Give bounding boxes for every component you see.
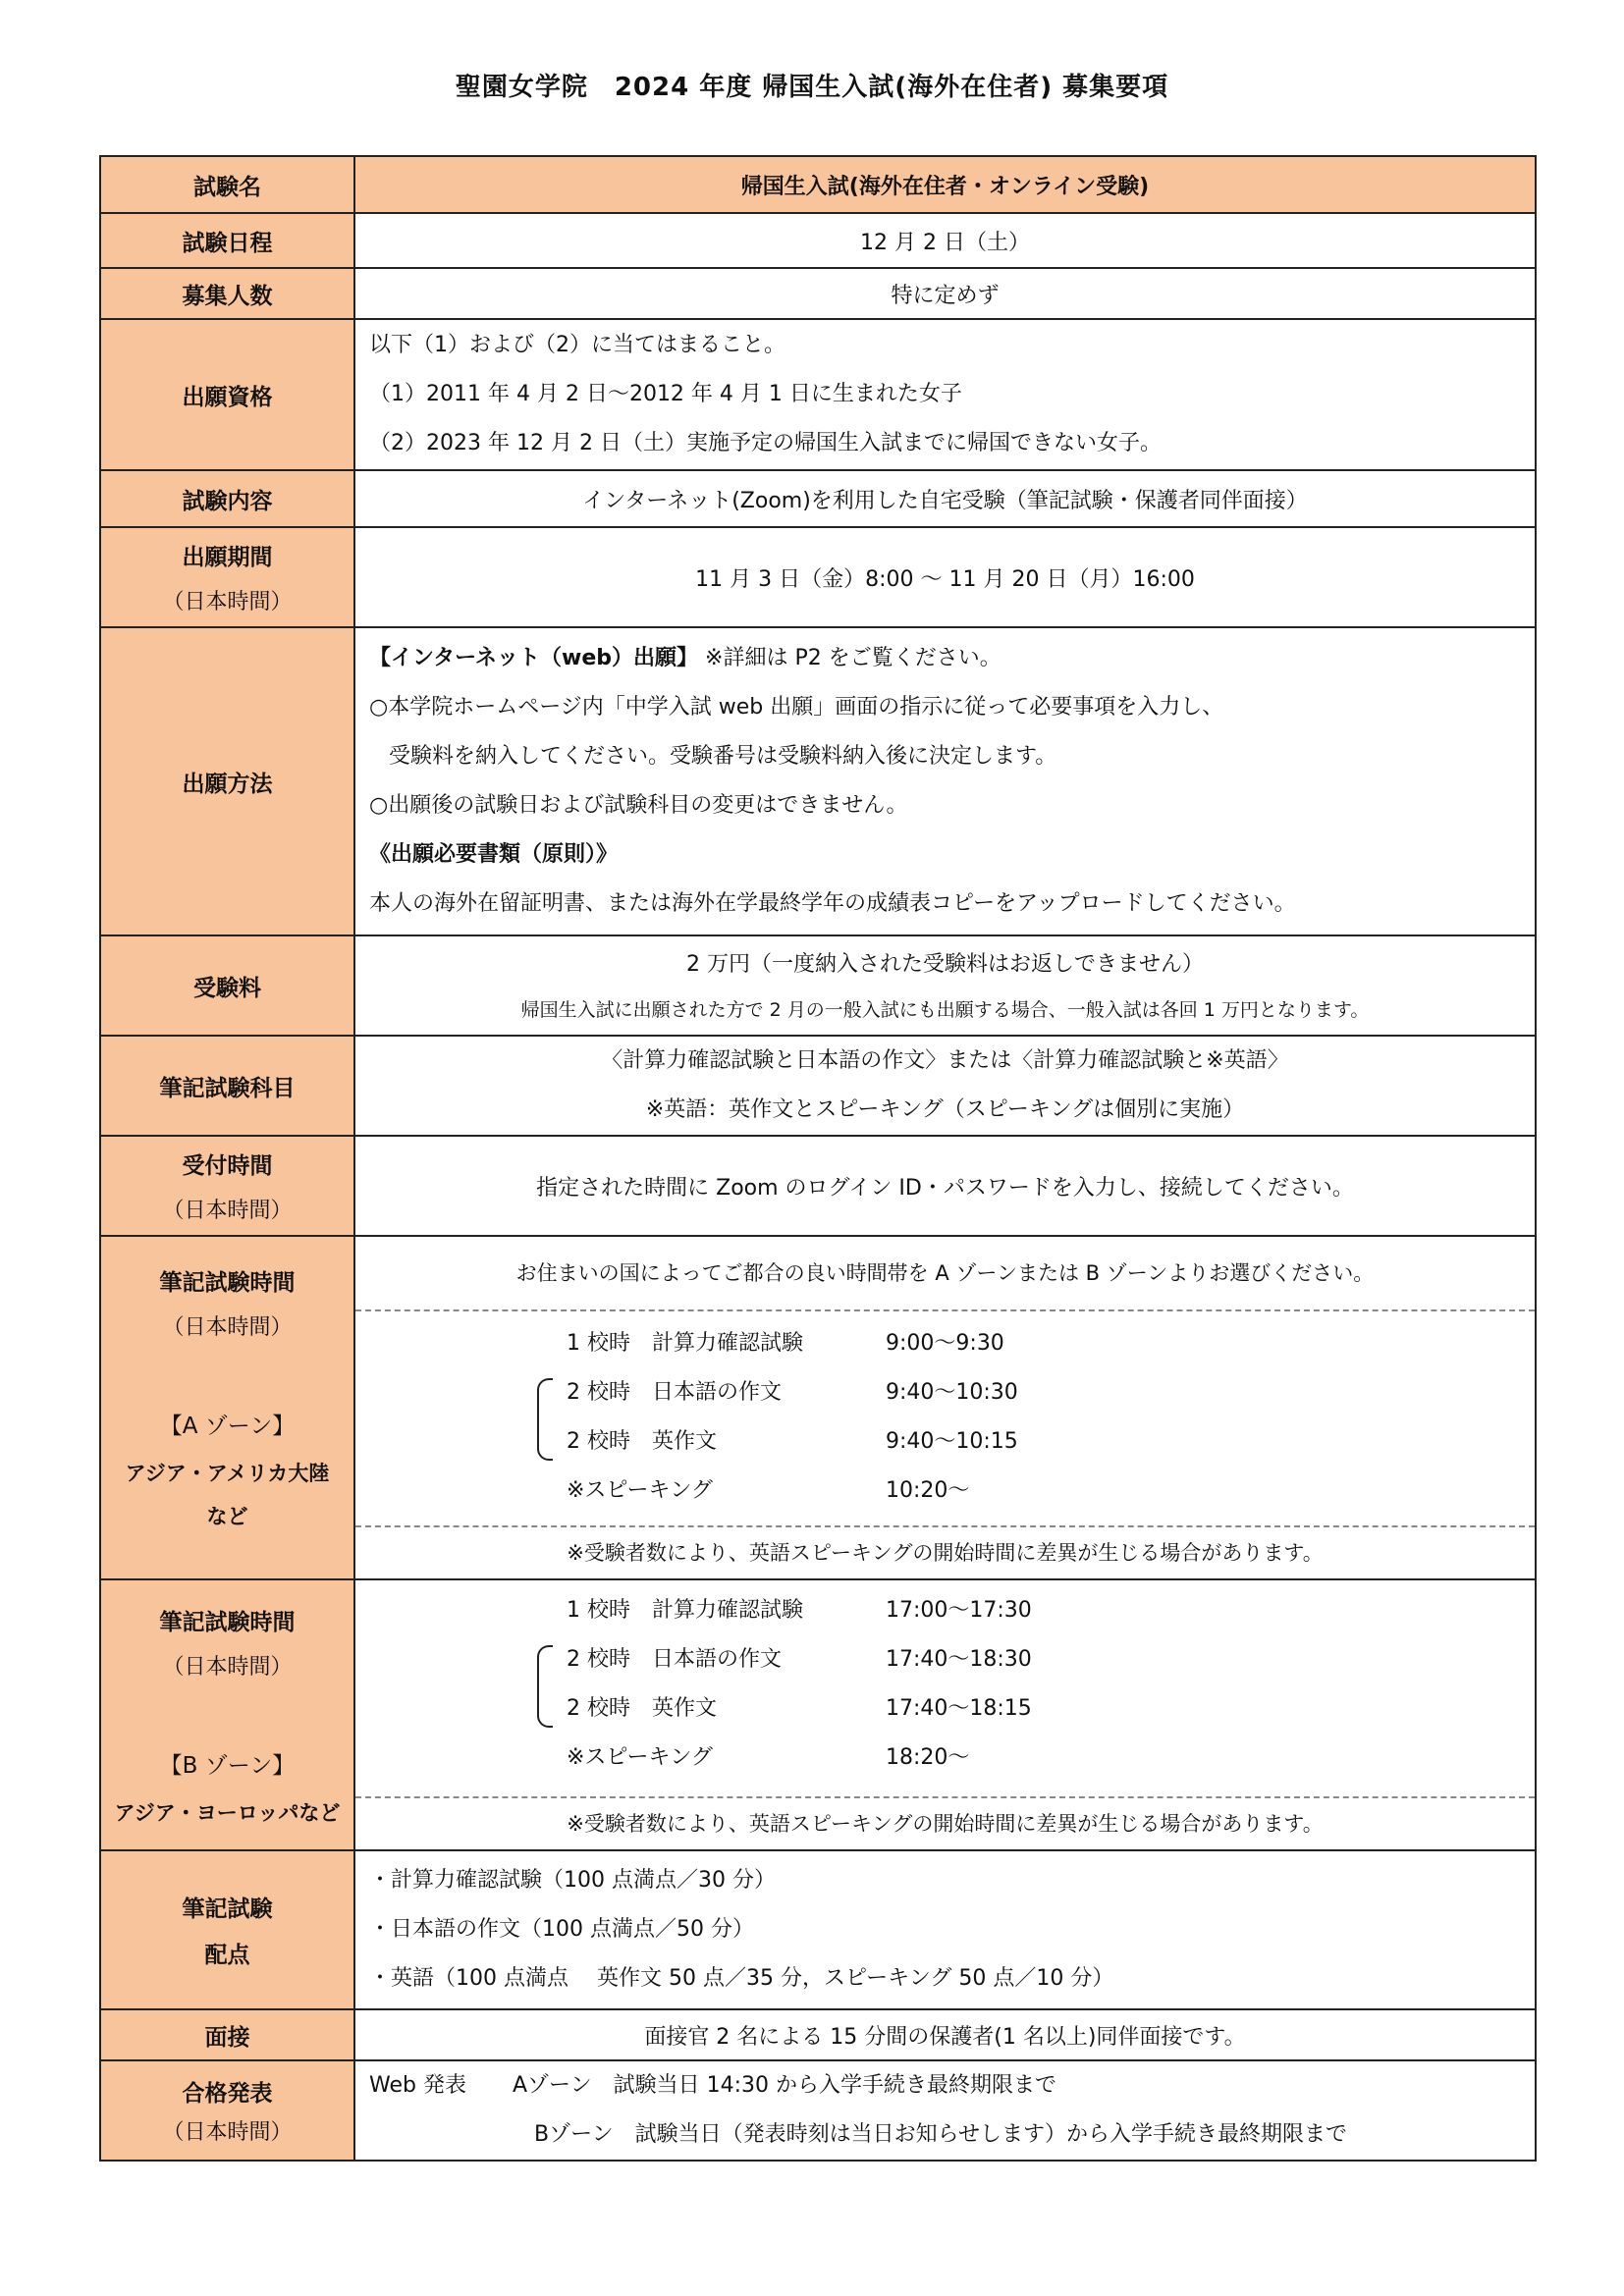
value-capacity: 特に定めず [354,268,1536,319]
label-scoring [100,1850,354,2009]
method-heading: 【インターネット（web）出願】 [369,646,699,670]
zone-a-region-1: アジア・アメリカ大陸 [125,1462,330,1485]
label-content: 試験内容 [100,470,354,527]
zone-a-period-3 [355,1417,1535,1467]
row-interview [100,2009,1536,2060]
label-exam-date: 試験日程 [100,213,354,268]
zone-b-period-3-time: 17:40～18:15 [886,1696,1032,1721]
value-scoring [354,1850,1536,2009]
zone-a-period-4-time: 10:20～ [886,1478,970,1503]
scoring-line-2: ・日本語の作文（100 点満点／50 分） [369,1917,754,1942]
result-prefix: Web 発表 [369,2073,466,2098]
row-scoring [100,1850,1536,2009]
zone-a-period-2-name: 2 校時 日本語の作文 [567,1380,782,1405]
value-reception: 指定された時間に Zoom のログイン ID・パスワードを入力し、接続してください。 [354,1136,1536,1236]
zone-b-period-2 [355,1635,1535,1684]
zone-a-period-1-time: 9:00～9:30 [886,1331,1004,1356]
zone-a-period-4 [355,1467,1535,1516]
eligibility-line-3: （2）2023 年 12 月 2 日（土）実施予定の帰国生入試までに帰国できない女子。 [369,431,1162,455]
label-result-main: 合格発表 [182,2081,273,2107]
value-method [354,627,1536,935]
zone-a-sub: （日本時間） [162,1315,293,1340]
zone-a-region-2: など [206,1505,248,1528]
row-fee [100,935,1536,1036]
zone-b-sub: （日本時間） [162,1655,293,1680]
result-line-2: Bゾーン 試験当日（発表時刻は当日お知らせします）から入学手続き最終期限まで [534,2122,1347,2147]
value-zone-b [354,1579,1536,1850]
zone-b-period-4-time: 18:20～ [886,1745,970,1770]
zone-b-period-2-name: 2 校時 日本語の作文 [567,1647,782,1672]
fee-note: 帰国生入試に出願された方で 2 月の一般入試にも出願する場合、一般入試は各回 1 万円となります。 [520,999,1370,1021]
value-content: インターネット(Zoom)を利用した自宅受験（筆記試験・保護者同伴面接） [354,470,1536,527]
label-result-sub: （日本時間） [162,2120,293,2145]
method-docs-heading: 《出願必要書類（原則）》 [369,842,619,867]
row-result [100,2060,1536,2161]
zone-a-period-1-name: 1 校時 計算力確認試験 [567,1331,803,1356]
subjects-line-1: 〈計算力確認試験と日本語の作文〉または〈計算力確認試験と※英語〉 [601,1048,1289,1073]
zone-a-period-1 [355,1319,1535,1368]
label-reception-sub: （日本時間） [162,1199,293,1223]
value-interview: 面接官 2 名による 15 分間の保護者(1 名以上)同伴面接です。 [354,2009,1536,2060]
zone-a-period-3-time: 9:40～10:15 [886,1429,1018,1454]
zone-a-period-2 [355,1368,1535,1417]
value-period: 11 月 3 日（金）8:00 ～ 11 月 20 日（月）16:00 [354,527,1536,627]
zone-a-schedule [355,1311,1535,1525]
zone-a-intro: お住まいの国によってご都合の良い時間帯を A ゾーンまたは B ゾーンよりお選びください。 [515,1261,1375,1285]
zone-b-period-1-time: 17:00～17:30 [886,1598,1032,1623]
label-interview: 面接 [100,2009,354,2060]
label-zone-b [100,1579,354,1850]
zone-b-note: ※受験者数により、英語スピーキングの開始時間に差異が生じる場合があります。 [567,1812,1324,1836]
method-heading-note: ※詳細は P2 をご覧ください。 [705,646,1001,670]
label-reception-main: 受付時間 [182,1153,273,1179]
result-line-1: Aゾーン 試験当日 14:30 から入学手続き最終期限まで [512,2073,1056,2098]
value-exam-name: 帰国生入試(海外在住者・オンライン受験) [354,156,1536,213]
label-exam-name: 試験名 [100,156,354,213]
zone-b-period-4 [355,1734,1535,1783]
label-method: 出願方法 [100,627,354,935]
label-period-main: 出願期間 [182,545,273,570]
row-eligibility [100,319,1536,470]
label-subjects: 筆記試験科目 [100,1036,354,1136]
method-docs-text: 本人の海外在留証明書、または海外在学最終学年の成績表コピーをアップロードしてください。 [369,891,1296,916]
label-reception [100,1136,354,1236]
value-zone-a [354,1236,1536,1579]
row-zone-b [100,1579,1536,1850]
admission-table [99,155,1537,2162]
value-fee [354,935,1536,1036]
zone-b-title: 筆記試験時間 [159,1610,296,1635]
label-eligibility: 出願資格 [100,319,354,470]
row-subjects [100,1036,1536,1136]
method-line-3: ○出願後の試験日および試験科目の変更はできません。 [369,793,908,818]
zone-a-period-4-name: ※スピーキング [567,1478,713,1503]
label-scoring-2: 配点 [204,1943,250,1968]
zone-b-region: アジア・ヨーロッパなど [114,1801,341,1825]
eligibility-line-2: （1）2011 年 4 月 2 日～2012 年 4 月 1 日に生まれた女子 [369,382,962,406]
zone-b-period-4-name: ※スピーキング [567,1745,713,1770]
zone-a-zone: 【A ゾーン】 [159,1414,296,1439]
label-period [100,527,354,627]
zone-b-period-3-name: 2 校時 英作文 [567,1696,717,1721]
row-method [100,627,1536,935]
zone-a-period-2-time: 9:40～10:30 [886,1380,1018,1405]
scoring-line-1: ・計算力確認試験（100 点満点／30 分） [369,1868,776,1893]
row-exam-date [100,213,1536,268]
zone-b-schedule [355,1580,1535,1796]
row-exam-name [100,156,1536,213]
zone-a-title: 筆記試験時間 [159,1270,296,1296]
page-title: 聖園女学院 2024 年度 帰国生入試(海外在住者) 募集要項 [455,73,1169,102]
row-capacity [100,268,1536,319]
value-eligibility [354,319,1536,470]
zone-b-period-1 [355,1586,1535,1635]
label-zone-a [100,1236,354,1579]
zone-b-zone: 【B ゾーン】 [159,1753,296,1779]
zone-b-period-3 [355,1684,1535,1734]
label-fee: 受験料 [100,935,354,1036]
zone-a-note: ※受験者数により、英語スピーキングの開始時間に差異が生じる場合があります。 [567,1541,1324,1565]
row-zone-a [100,1236,1536,1579]
zone-b-period-1-name: 1 校時 計算力確認試験 [567,1598,803,1623]
zone-a-period-3-name: 2 校時 英作文 [567,1429,717,1454]
row-period [100,527,1536,627]
subjects-line-2: ※英語：英作文とスピーキング（スピーキングは個別に実施） [645,1097,1245,1122]
zone-b-period-2-time: 17:40～18:30 [886,1647,1032,1672]
label-period-sub: （日本時間） [162,590,293,614]
row-content [100,470,1536,527]
eligibility-line-1: 以下（1）および（2）に当てはまること。 [369,333,785,357]
method-line-2: 受験料を納入してください。受験番号は受験料納入後に決定します。 [389,744,1057,769]
value-exam-date: 12 月 2 日（土） [354,213,1536,268]
label-capacity: 募集人数 [100,268,354,319]
row-reception [100,1136,1536,1236]
label-scoring-1: 筆記試験 [182,1896,273,1922]
method-line-1: ○本学院ホームページ内「中学入試 web 出願」画面の指示に従って必要事項を入力し、 [369,695,1224,720]
fee-value: 2 万円（一度納入された受験料はお返しできません） [686,952,1204,977]
value-result [354,2060,1536,2161]
label-result [100,2060,354,2161]
value-subjects [354,1036,1536,1136]
scoring-line-3: ・英語（100 点満点 英作文 50 点／35 分，スピーキング 50 点／10 分） [369,1966,1114,1991]
